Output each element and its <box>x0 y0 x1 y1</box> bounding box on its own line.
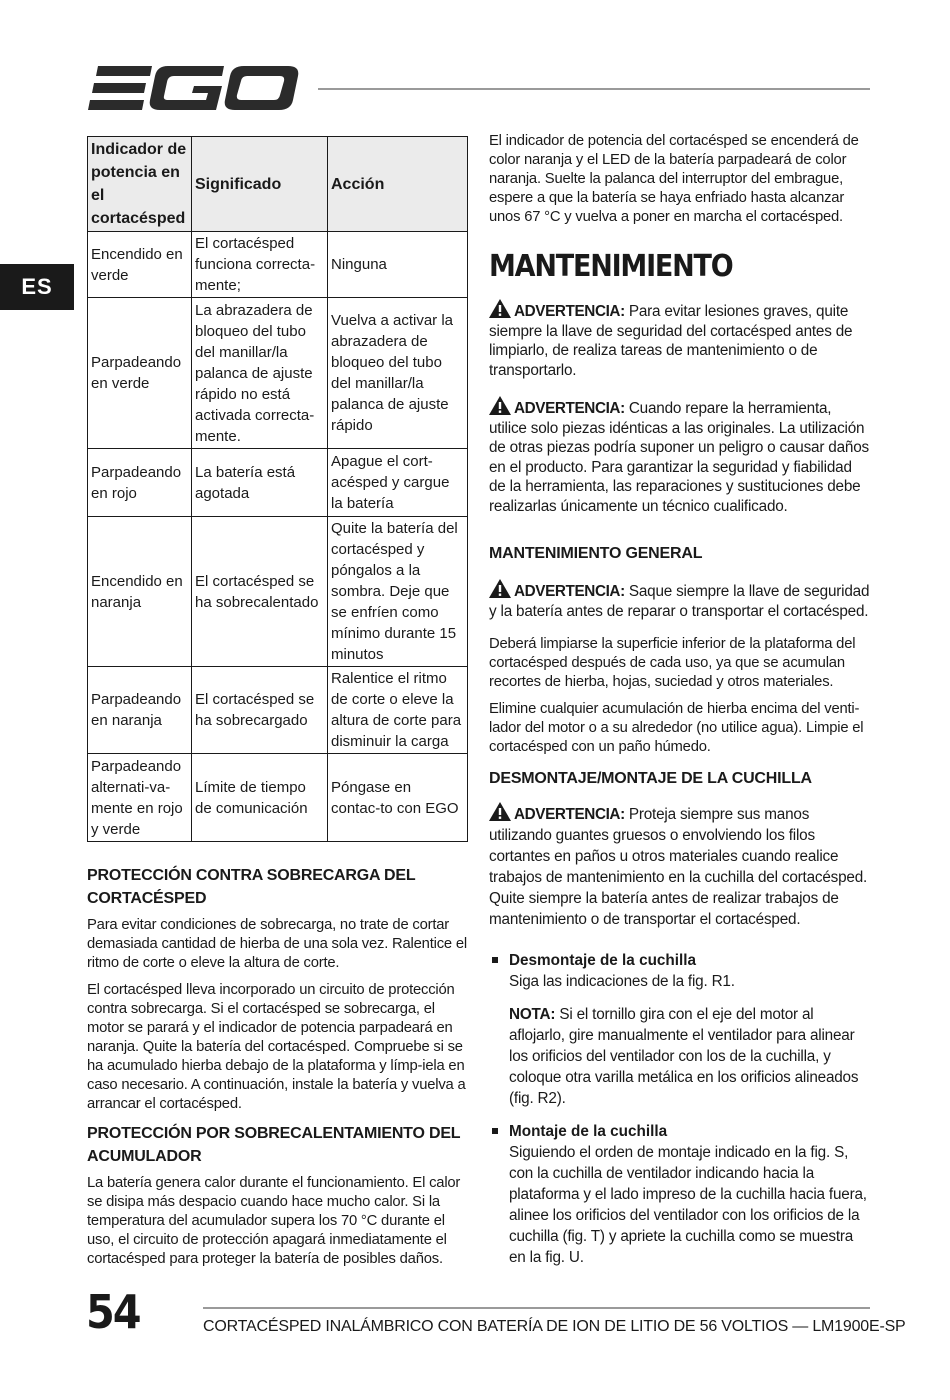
bullet-icon <box>492 957 498 963</box>
table-row <box>88 298 468 449</box>
right-column <box>489 132 871 1280</box>
warning-text: Proteja siempre sus manos utilizando guantes gruesos o envolviendo los filos cortantes en paños u otros materiales cuando realice trabajos de mantenimiento en la cuchilla del cortacésped. Quite siempre la batería antes de realizar trabajos de mantenimiento o de transportar el cortacésped. <box>489 806 868 928</box>
table-cell: Encendido en naranja <box>88 517 192 667</box>
general-paragraph-2: Elimine cualquier acumulación de hierba encima del venti-lador del motor o a su alrededor (no utilice agua). Limpie el cortacésped con un paño húmedo. <box>489 701 864 755</box>
table-cell: Póngase en contac-to con EGO <box>328 754 468 842</box>
maintenance-heading: MANTENIMIENTO <box>489 249 733 284</box>
table-cell: El cortacésped se ha sobrecargado <box>192 667 328 754</box>
warning-protect-hands <box>489 802 871 930</box>
warning-icon <box>489 396 511 415</box>
bullet-title: Montaje de la cuchilla <box>509 1123 668 1140</box>
table-cell: Límite de tiempo de comunicación <box>192 754 328 842</box>
table-cell: Quite la batería del cortacésped y póngalos a la sombra. Deje que se enfríen como mínimo durante 15 minutos <box>328 517 468 667</box>
footer-title: CORTACÉSPED INALÁMBRICO CON BATERÍA DE ION DE LITIO DE 56 VOLTIOS — LM1900E-SP <box>203 1318 906 1335</box>
note <box>509 1004 871 1109</box>
left-column <box>87 136 467 1277</box>
general-paragraph-1: Deberá limpiarse la superficie inferior de la plataforma del cortacésped después de cada uso, ya que se acumulan recortes de hierba, hojas, suciedad y otros materiales. <box>489 636 856 690</box>
table-cell: Ninguna <box>328 232 468 298</box>
overload-paragraph-2: El cortacésped lleva incorporado un circuito de protección contra sobrecarga. Si el cortacésped se sobrecarga, el motor se parará y el indicador de potencia parpadeará en naranja. Quite la batería del cortacésped. Compruebe si se ha acumulado hierba debajo de la plataforma y límp-iela en caso necesario. A continuación, instale la batería y vuelva a arrancar el cortacésped. <box>87 982 466 1112</box>
overload-paragraph-1: Para evitar condiciones de sobrecarga, no trate de cortar demasiada cantidad de hierba de una sola vez. Ralentice el ritmo de corte o eleve la altura de corte. <box>87 917 467 971</box>
overheat-heading: PROTECCIÓN POR SOBRECALENTAMIENTO DEL ACUMULADOR <box>87 1125 461 1165</box>
warning-label: ADVERTENCIA: <box>514 583 625 600</box>
warning-icon <box>489 802 511 821</box>
table-cell: El cortacésped se ha sobrecalentado <box>192 517 328 667</box>
note-text: Si el tornillo gira con el eje del motor al aflojarlo, gire manualmente el ventilador para alinear los orificios del ventilador con los de la cuchilla, y coloque otra varilla metálica en los orificios alineados (fig. R2). <box>509 1006 859 1107</box>
table-cell: La abrazadera de bloqueo del tubo del manillar/la palanca de ajuste rápido no está activada correcta-mente. <box>192 298 328 449</box>
bullet-text: Siguiendo el orden de montaje indicado en la fig. S, con la cuchilla de ventilador indicando hacia la plataforma y el lado impreso de la cuchilla hacia fuera, alinee los orificios del ventilador con los orificios de la cuchilla (fig. T) y apriete la cuchilla como se muestra en la fig. U. <box>509 1144 867 1266</box>
table-header-row <box>88 137 468 232</box>
warning-safety-key <box>489 299 871 380</box>
table-cell: Ralentice el ritmo de corte o eleve la altura de corte para disminuir la carga <box>328 667 468 754</box>
table-cell: El cortacésped funciona correcta-mente; <box>192 232 328 298</box>
general-maintenance-heading: MANTENIMIENTO GENERAL <box>489 545 703 562</box>
warning-text: Saque siempre la llave de seguridad y la batería antes de reparar o transportar el cortacésped. <box>489 583 870 620</box>
table-header-meaning: Significado <box>192 137 328 232</box>
overheat-paragraph: La batería genera calor durante el funcionamiento. El calor se disipa más despacio cuando hace mucho calor. Si la temperatura del acumulador supera los 70 °C durante el uso, el circuito de protección apagará inmediatamente el cortacésped para proteger la batería de posibles daños. <box>87 1175 461 1267</box>
table-row <box>88 754 468 842</box>
table-row <box>88 232 468 298</box>
warning-identical-parts <box>489 396 871 516</box>
table-cell: La batería está agotada <box>192 449 328 517</box>
bullet-icon <box>492 1128 498 1134</box>
table-header-action: Acción <box>328 137 468 232</box>
warning-label: ADVERTENCIA: <box>514 806 625 823</box>
warning-icon <box>489 299 511 318</box>
footer-rule <box>203 1307 870 1309</box>
warning-label: ADVERTENCIA: <box>514 303 625 320</box>
list-item-blade-removal <box>489 950 871 1109</box>
warning-remove-key-battery <box>489 579 871 621</box>
table-cell: Parpadeando alternati-va-mente en rojo y verde <box>88 754 192 842</box>
header-rule <box>318 88 870 90</box>
table-cell: Encendido en verde <box>88 232 192 298</box>
table-cell: Parpadeando en naranja <box>88 667 192 754</box>
table-cell: Parpadeando en verde <box>88 298 192 449</box>
overheat-continued-paragraph: El indicador de potencia del cortacésped se encenderá de color naranja y el LED de la batería parpadeará de color naranja. Suelte la palanca del interruptor del embrague, espere a que la batería se haya enfriado hasta alcanzar unos 67 °C y vuelva a poner en marcha el cortacésped. <box>489 133 859 225</box>
table-cell: Apague el cort-acésped y cargue la batería <box>328 449 468 517</box>
table-row <box>88 449 468 517</box>
note-label: NOTA: <box>509 1006 556 1023</box>
power-indicator-table <box>87 136 468 842</box>
warning-text: Cuando repare la herramienta, utilice solo piezas idénticas a las originales. La utilización de otras piezas podría suponer un peligro o causar daños en el producto. Para garantizar la seguridad y fiabilidad de la herramienta, las reparaciones y sustituciones debe realizarlas únicamente un técnico cualificado. <box>489 400 869 515</box>
table-row <box>88 667 468 754</box>
warning-icon <box>489 579 511 598</box>
list-item-blade-mounting <box>489 1121 871 1268</box>
page-number: 54 <box>86 1285 140 1339</box>
table-cell: Vuelva a activar la abrazadera de bloqueo del tubo del manillar/la palanca de ajuste rápido <box>328 298 468 449</box>
warning-label: ADVERTENCIA: <box>514 400 625 417</box>
bullet-text: Siga las indicaciones de la fig. R1. <box>509 973 735 990</box>
language-tab: ES <box>0 264 74 310</box>
bullet-title: Desmontaje de la cuchilla <box>509 952 697 969</box>
table-header-indicator: Indicador de potencia en el cortacésped <box>88 137 192 232</box>
blade-heading: DESMONTAJE/MONTAJE DE LA CUCHILLA <box>489 770 812 787</box>
warning-text: Para evitar lesiones graves, quite siempre la llave de seguridad del cortacésped antes de limpiarlo, de realiza tareas de mantenimiento o de transportarlo. <box>489 303 853 379</box>
ego-logo <box>88 62 300 114</box>
overload-heading: PROTECCIÓN CONTRA SOBRECARGA DEL CORTACÉSPED <box>87 867 416 907</box>
table-row <box>88 517 468 667</box>
table-cell: Parpadeando en rojo <box>88 449 192 517</box>
